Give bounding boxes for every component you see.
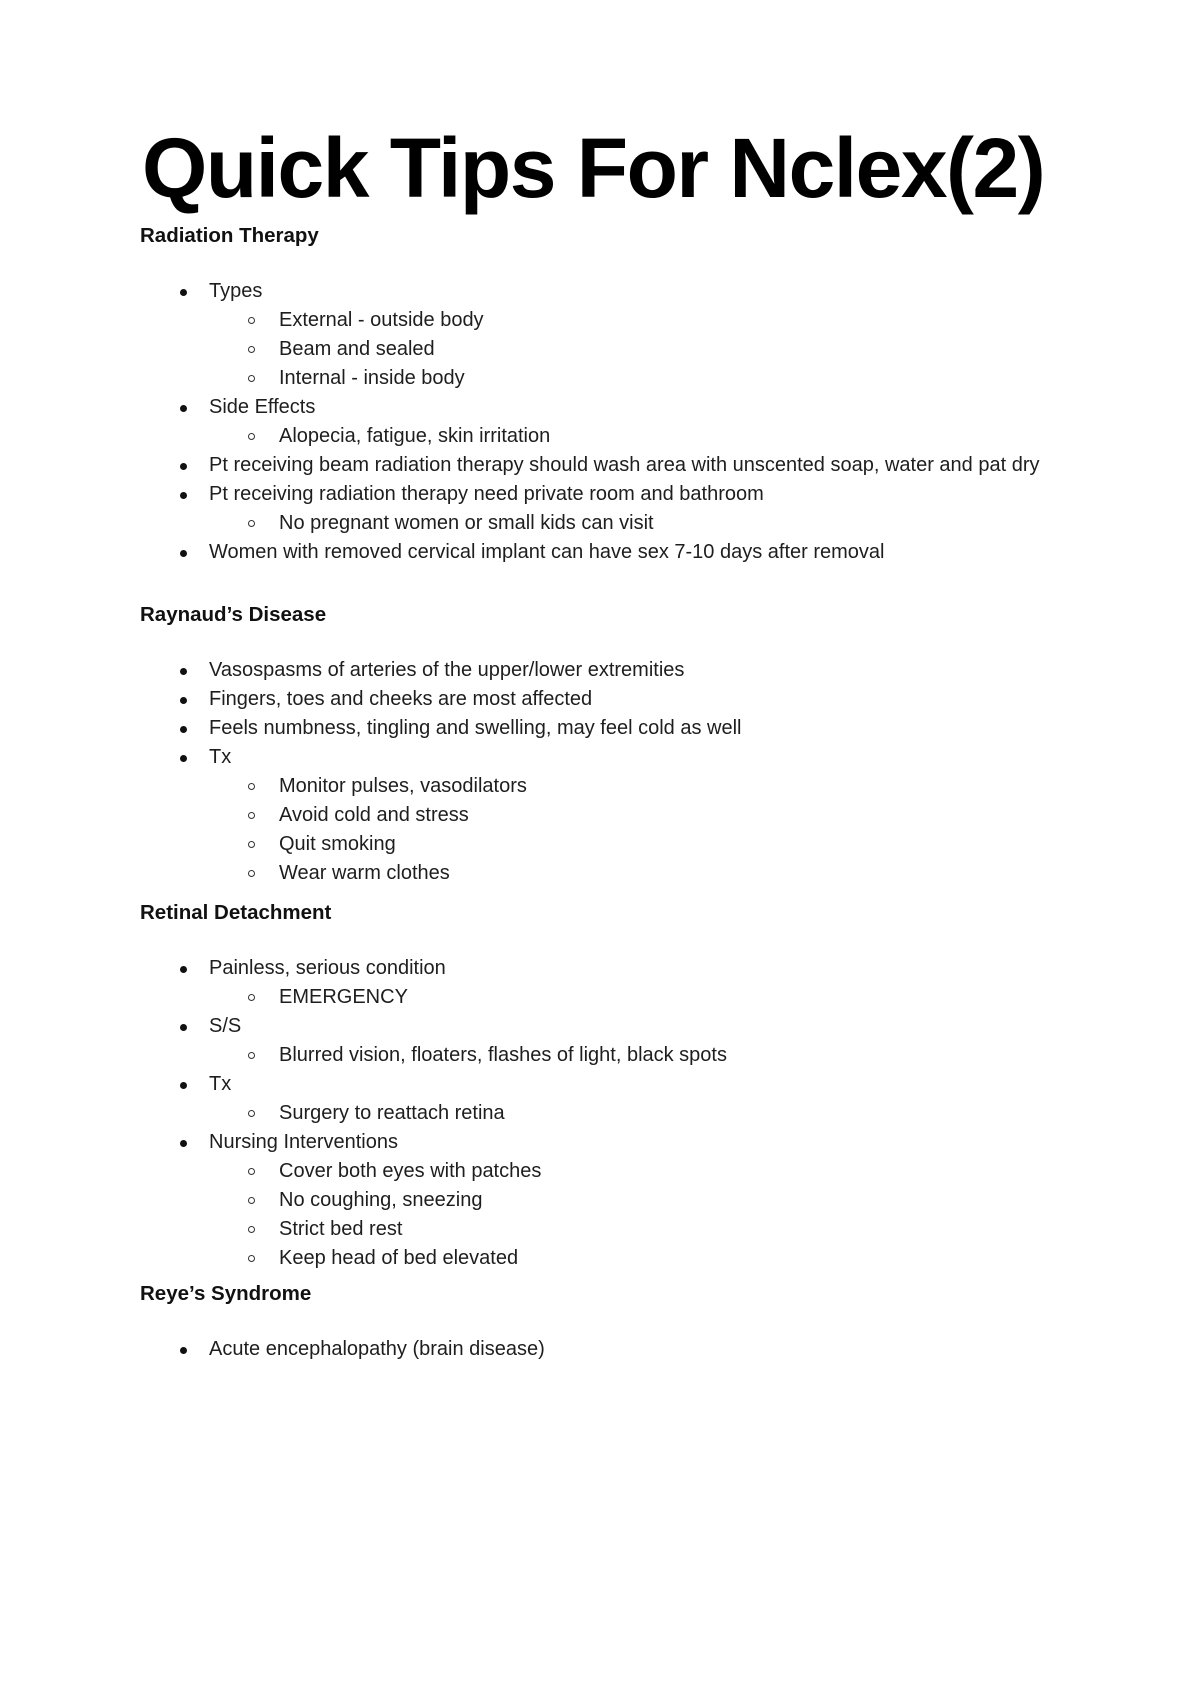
sub-list-item-text: Monitor pulses, vasodilators <box>279 775 527 797</box>
section-heading: Reye’s Syndrome <box>140 1282 312 1305</box>
sub-list <box>209 983 1100 1012</box>
sub-list <box>209 306 1100 393</box>
list-item-text: Pt receiving radiation therapy need private room and bathroom <box>209 483 764 505</box>
sub-list-item <box>209 830 1100 859</box>
hollow-bullet-icon <box>248 783 255 790</box>
sub-list-item <box>209 1215 1100 1244</box>
section <box>140 899 1100 1273</box>
list-item-text: Fingers, toes and cheeks are most affected <box>209 688 593 710</box>
bullet-dot-icon <box>180 755 187 762</box>
sub-list-item-text: Beam and sealed <box>279 338 435 360</box>
hollow-bullet-icon <box>248 1052 255 1059</box>
list-item <box>140 1070 1100 1128</box>
sub-list-item-text: Keep head of bed elevated <box>279 1247 519 1269</box>
list-item <box>140 685 1100 714</box>
sub-list <box>209 1041 1100 1070</box>
hollow-bullet-icon <box>248 1110 255 1117</box>
sub-list-item-text: Quit smoking <box>279 833 396 855</box>
sub-list-item <box>209 1157 1100 1186</box>
bullet-list <box>140 1335 1100 1364</box>
section-heading: Raynaud’s Disease <box>140 603 327 626</box>
sub-list-item-text: No pregnant women or small kids can visit <box>279 512 654 534</box>
section-heading: Radiation Therapy <box>140 224 319 247</box>
bullet-dot-icon <box>180 405 187 412</box>
sub-list <box>209 422 1100 451</box>
bullet-dot-icon <box>180 492 187 499</box>
list-item <box>140 743 1100 888</box>
list-item-text: Feels numbness, tingling and swelling, may feel cold as well <box>209 717 742 739</box>
bullet-dot-icon <box>180 463 187 470</box>
bullet-dot-icon <box>180 726 187 733</box>
sub-list <box>209 509 1100 538</box>
bullet-list <box>140 277 1100 567</box>
bullet-dot-icon <box>180 550 187 557</box>
hollow-bullet-icon <box>248 994 255 1001</box>
section <box>140 601 1100 888</box>
sub-list-item-text: Surgery to reattach retina <box>279 1102 505 1124</box>
sub-list-item-text: Internal - inside body <box>279 367 465 389</box>
list-item <box>140 538 1100 567</box>
list-item <box>140 451 1100 480</box>
hollow-bullet-icon <box>248 1255 255 1262</box>
sub-list-item-text: Wear warm clothes <box>279 862 450 884</box>
sub-list-item-text: Cover both eyes with patches <box>279 1160 542 1182</box>
bullet-dot-icon <box>180 1140 187 1147</box>
bullet-list <box>140 656 1100 888</box>
section-heading: Retinal Detachment <box>140 901 332 924</box>
hollow-bullet-icon <box>248 433 255 440</box>
sub-list-item-text: No coughing, sneezing <box>279 1189 483 1211</box>
list-item <box>140 277 1100 393</box>
sub-list-item <box>209 422 1100 451</box>
sub-list-item <box>209 335 1100 364</box>
list-item <box>140 1012 1100 1070</box>
hollow-bullet-icon <box>248 1168 255 1175</box>
sub-list-item <box>209 364 1100 393</box>
sub-list-item <box>209 772 1100 801</box>
list-item-text: Acute encephalopathy (brain disease) <box>209 1338 545 1360</box>
sub-list-item-text: Alopecia, fatigue, skin irritation <box>279 425 551 447</box>
hollow-bullet-icon <box>248 1226 255 1233</box>
sub-list <box>209 1157 1100 1273</box>
sub-list-item-text: Strict bed rest <box>279 1218 403 1240</box>
list-item <box>140 1335 1100 1364</box>
bullet-dot-icon <box>180 966 187 973</box>
sub-list-item-text: External - outside body <box>279 309 484 331</box>
bullet-dot-icon <box>180 697 187 704</box>
sub-list-item <box>209 859 1100 888</box>
bullet-dot-icon <box>180 1347 187 1354</box>
sub-list-item <box>209 1244 1100 1273</box>
bullet-dot-icon <box>180 668 187 675</box>
list-item <box>140 954 1100 1012</box>
sub-list-item <box>209 983 1100 1012</box>
section <box>140 222 1100 567</box>
list-item <box>140 714 1100 743</box>
hollow-bullet-icon <box>248 841 255 848</box>
sub-list <box>209 1099 1100 1128</box>
hollow-bullet-icon <box>248 317 255 324</box>
list-item <box>140 1128 1100 1273</box>
hollow-bullet-icon <box>248 520 255 527</box>
list-item-text: Types <box>209 280 263 302</box>
list-item-text: Side Effects <box>209 396 316 418</box>
sub-list-item <box>209 509 1100 538</box>
sub-list-item <box>209 1041 1100 1070</box>
list-item-text: S/S <box>209 1015 242 1037</box>
sub-list-item-text: EMERGENCY <box>279 986 408 1008</box>
list-item-text: Nursing Interventions <box>209 1131 398 1153</box>
list-item-text: Women with removed cervical implant can have sex 7-10 days after removal <box>209 541 885 563</box>
section <box>140 1280 1100 1364</box>
list-item-text: Tx <box>209 1073 232 1095</box>
sub-list-item-text: Blurred vision, floaters, flashes of light, black spots <box>279 1044 727 1066</box>
hollow-bullet-icon <box>248 870 255 877</box>
list-item-text: Painless, serious condition <box>209 957 446 979</box>
hollow-bullet-icon <box>248 375 255 382</box>
sub-list-item <box>209 1099 1100 1128</box>
list-item <box>140 480 1100 538</box>
sub-list-item <box>209 1186 1100 1215</box>
hollow-bullet-icon <box>248 346 255 353</box>
list-item-text: Vasospasms of arteries of the upper/lower extremities <box>209 659 685 681</box>
sub-list-item <box>209 801 1100 830</box>
bullet-dot-icon <box>180 1082 187 1089</box>
list-item-text: Pt receiving beam radiation therapy should wash area with unscented soap, water and pat dry <box>209 454 1040 476</box>
bullet-list <box>140 954 1100 1273</box>
hollow-bullet-icon <box>248 812 255 819</box>
list-item-text: Tx <box>209 746 232 768</box>
sub-list <box>209 772 1100 888</box>
hollow-bullet-icon <box>248 1197 255 1204</box>
sub-list-item-text: Avoid cold and stress <box>279 804 469 826</box>
bullet-dot-icon <box>180 289 187 296</box>
sub-list-item <box>209 306 1100 335</box>
page-title: Quick Tips For Nclex(2) <box>142 121 1045 215</box>
list-item <box>140 393 1100 451</box>
list-item <box>140 656 1100 685</box>
bullet-dot-icon <box>180 1024 187 1031</box>
